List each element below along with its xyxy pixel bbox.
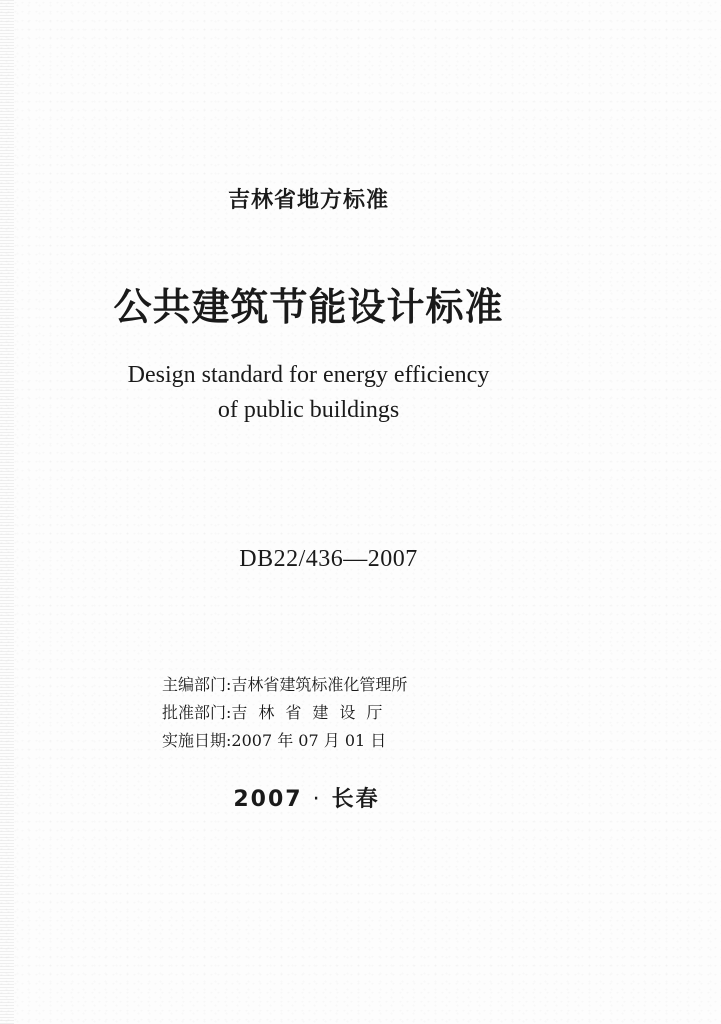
footer-city: 长春 [331, 787, 380, 812]
title-english-line2: of public buildings [217, 397, 400, 423]
approver-value: 吉林省建设厅 [231, 703, 394, 722]
effective-label: 实施日期: [162, 731, 232, 750]
standard-code: DB22/436—2007 [239, 546, 418, 572]
title-chinese: 公共建筑节能设计标准 [113, 284, 504, 329]
editor-row [162, 671, 407, 699]
editor-label: 主编部门: [162, 675, 232, 694]
local-standard-label: 吉林省地方标准 [227, 188, 389, 213]
title-english-line1: Design standard for energy efficiency [127, 362, 490, 388]
effective-value: 2007 年 07 月 01 日 [231, 731, 387, 750]
publication-info [162, 671, 407, 755]
approver-label: 批准部门: [162, 703, 232, 722]
approver-row [162, 699, 407, 727]
scan-edge [0, 0, 14, 1024]
footer-imprint [0, 782, 667, 813]
effective-date-row [162, 727, 407, 755]
editor-value: 吉林省建筑标准化管理所 [231, 675, 408, 694]
footer-separator: · [312, 787, 322, 812]
footer-year: 2007 [233, 787, 303, 812]
